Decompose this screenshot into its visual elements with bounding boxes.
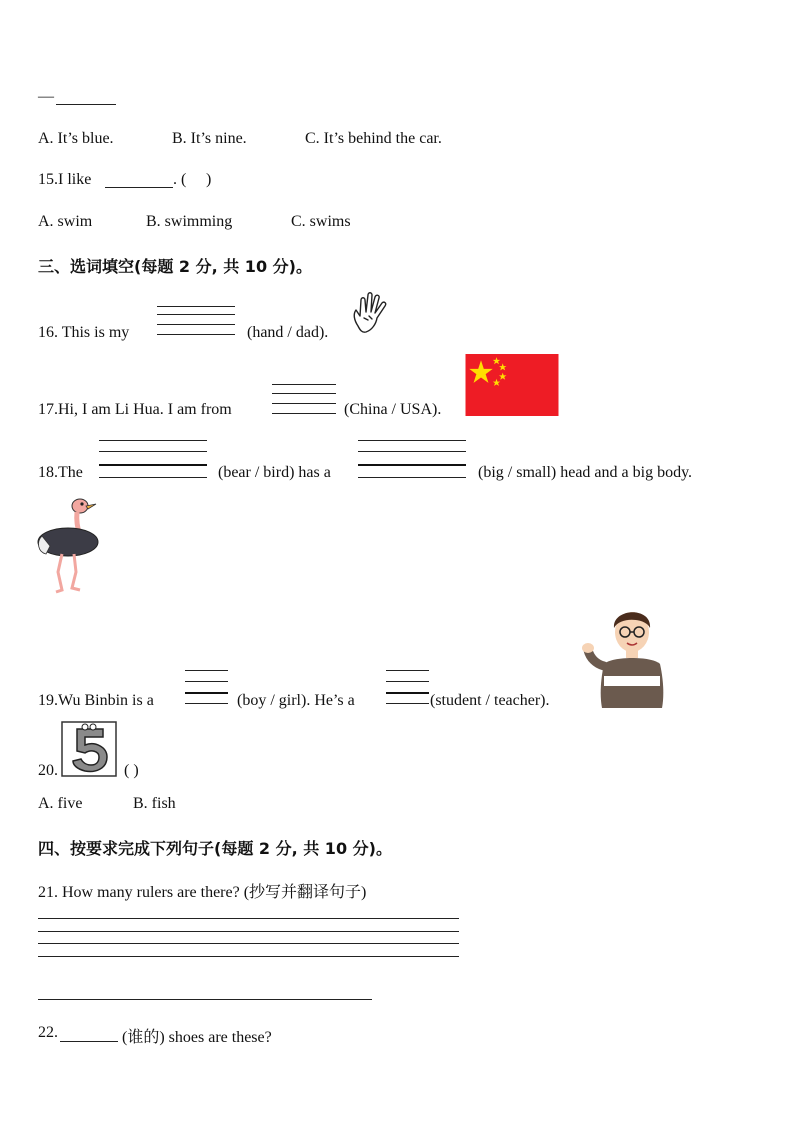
option-b: B. swimming xyxy=(146,213,233,230)
question-22-stem: (谁的) shoes are these? xyxy=(122,1029,272,1046)
china-flag-icon xyxy=(465,354,559,416)
question-18-choice-1: (bear / bird) has a xyxy=(218,464,331,481)
section-3-heading: 三、选词填空(每题 2 分, 共 10 分)。 xyxy=(38,257,312,276)
question-22-blank[interactable] xyxy=(60,1041,118,1042)
question-21-translation-line[interactable] xyxy=(38,999,372,1000)
hand-icon xyxy=(350,290,394,338)
question-16-stem: 16. This is my xyxy=(38,324,130,341)
option-c: C. swims xyxy=(291,213,351,230)
option-a: A. five xyxy=(38,795,83,812)
boy-with-glasses-icon xyxy=(582,602,672,710)
option-a: A. It’s blue. xyxy=(38,130,114,147)
question-18-stem: 18.The xyxy=(38,464,83,481)
number-five-icon xyxy=(61,721,117,777)
question-15-blank[interactable] xyxy=(105,187,173,188)
answer-blank[interactable] xyxy=(56,104,116,105)
option-a: A. swim xyxy=(38,213,93,230)
ostrich-icon xyxy=(36,492,108,596)
question-15-paren-close: ) xyxy=(206,171,212,188)
section-4-heading: 四、按要求完成下列句子(每题 2 分, 共 10 分)。 xyxy=(38,839,392,858)
question-20-paren: ( ) xyxy=(124,762,139,779)
question-19-choice-1: (boy / girl). He’s a xyxy=(237,692,355,709)
option-c: C. It’s behind the car. xyxy=(305,130,442,147)
question-17-stem: 17.Hi, I am Li Hua. I am from xyxy=(38,401,232,418)
question-18-choice-2: (big / small) head and a big body. xyxy=(478,464,693,481)
question-17-choice: (China / USA). xyxy=(344,401,442,418)
question-15-stem: 15.I like xyxy=(38,171,92,188)
question-22-number: 22. xyxy=(38,1024,58,1041)
question-19-stem: 19.Wu Binbin is a xyxy=(38,692,154,709)
question-19-choice-2: (student / teacher). xyxy=(430,692,550,709)
question-20-number: 20. xyxy=(38,762,58,779)
question-15-paren: . ( xyxy=(173,171,187,188)
answer-dash: — xyxy=(38,88,54,105)
option-b: B. fish xyxy=(133,795,176,812)
question-16-choice: (hand / dad). xyxy=(247,324,329,341)
question-21-stem: 21. How many rulers are there? (抄写并翻译句子) xyxy=(38,884,367,901)
option-b: B. It’s nine. xyxy=(172,130,247,147)
